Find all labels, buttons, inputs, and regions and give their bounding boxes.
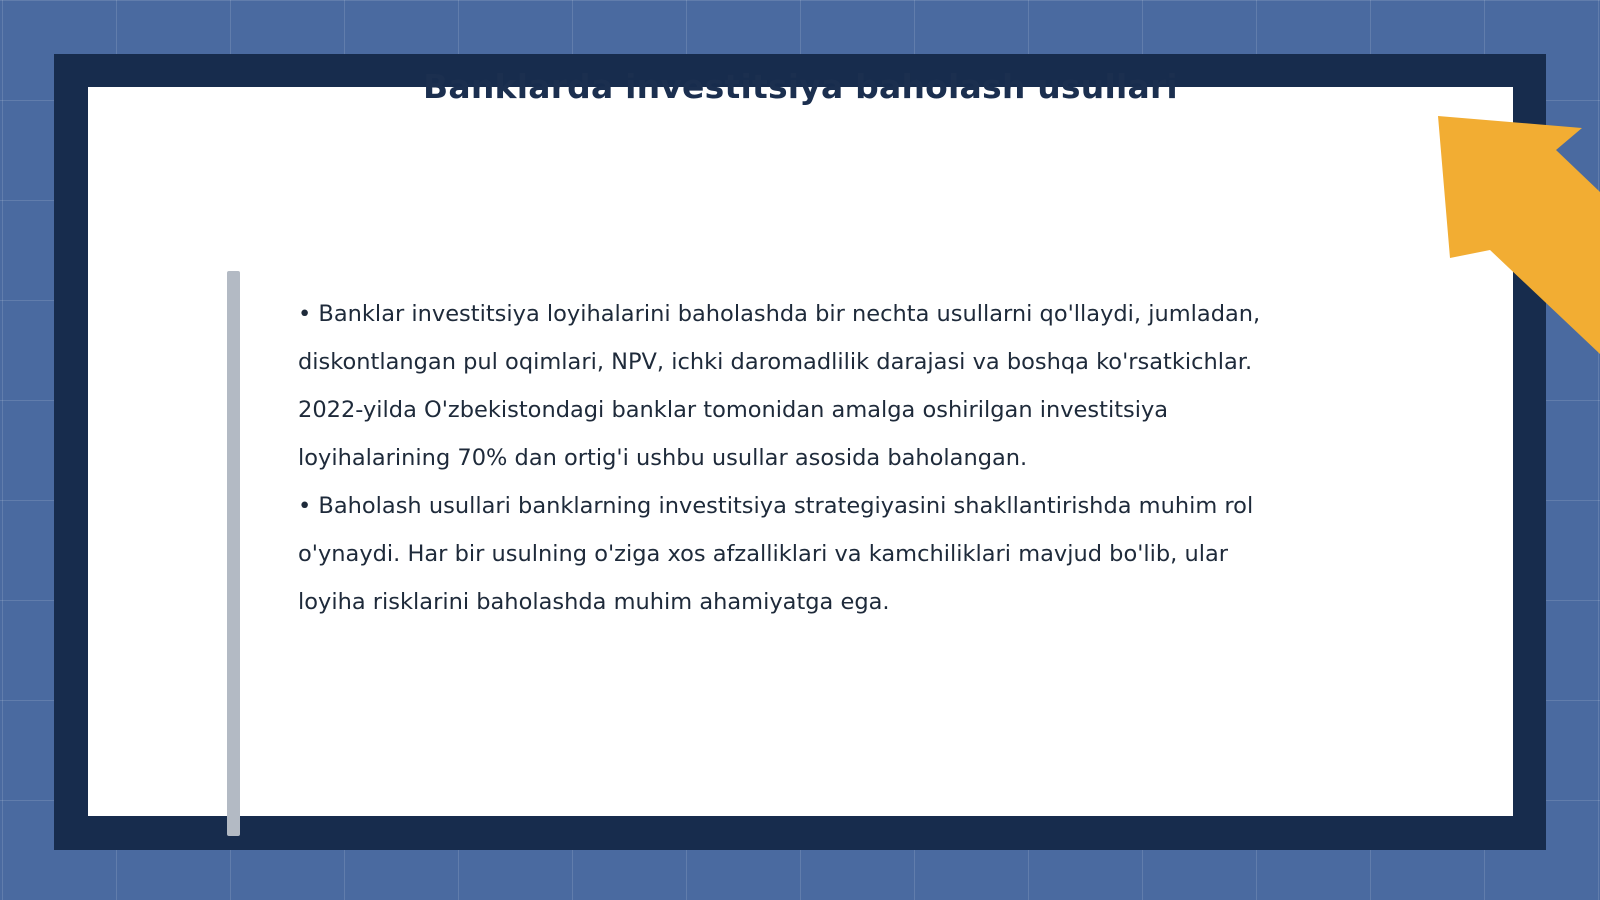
bullet-item: • Banklar investitsiya loyihalarini baholashda bir nechta usullarni qo'llaydi, jumladan, diskontlangan pul oqimlari, NPV, ichki daromadlilik darajasi va boshqa ko'rsatkichlar. 2022-yilda O'zbekistondagi banklar tomonidan amalga oshirilgan investitsiya loyihalarining 70% dan ortig'i ushbu usullar asosida baholangan. <box>298 301 1261 471</box>
slide-title: Banklarda investitsiya baholash usullari <box>423 67 1178 106</box>
arrow-pointer-icon <box>1436 114 1600 354</box>
bullet-item: • Baholash usullari banklarning investitsiya strategiyasini shakllantirishda muhim rol o'ynaydi. Har bir usulning o'ziga xos afzalliklari va kamchiliklari mavjud bo'lib, ular loyiha risklarini baholashda muhim ahamiyatga ega. <box>298 493 1254 615</box>
slide-content <box>298 290 1288 626</box>
accent-bar <box>227 271 240 836</box>
